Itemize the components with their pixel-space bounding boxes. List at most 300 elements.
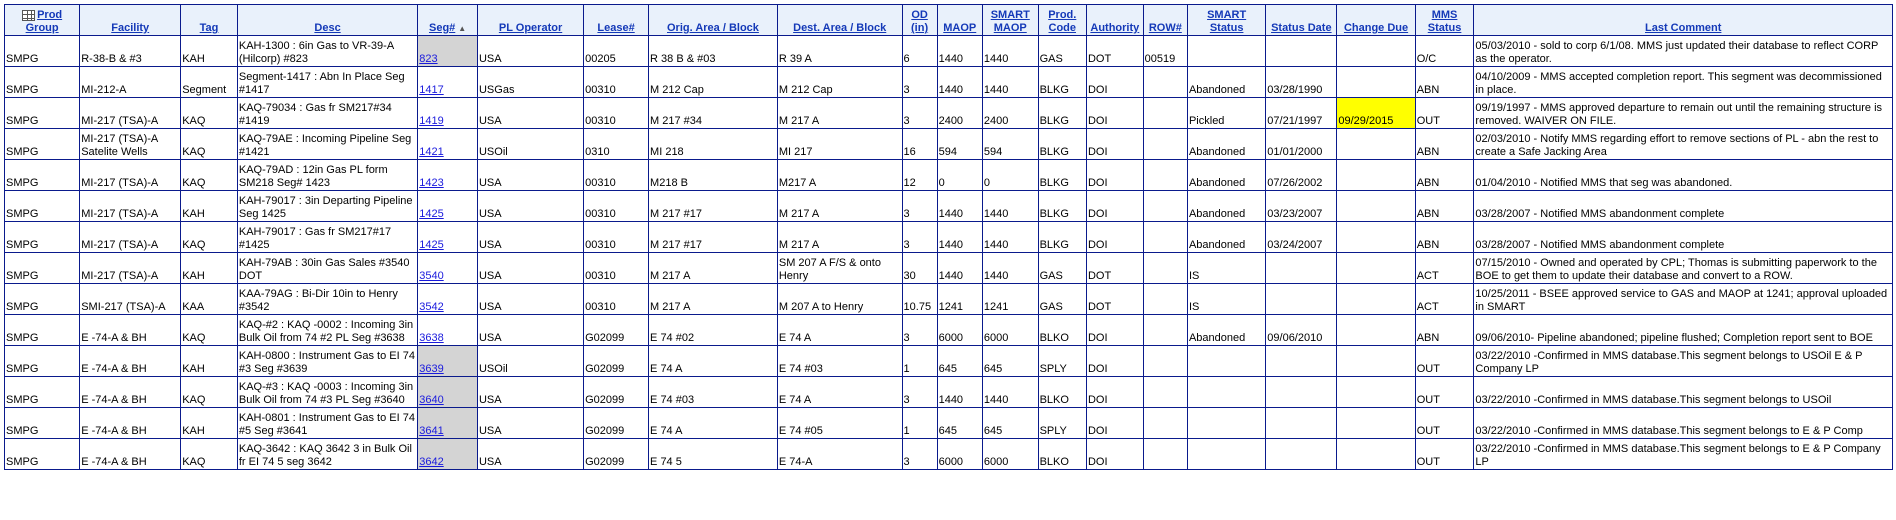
cell-authority: DOI	[1086, 129, 1143, 160]
cell-od: 12	[902, 160, 937, 191]
cell-change-due	[1337, 346, 1415, 377]
table-row[interactable]	[5, 284, 1893, 315]
cell-status-date	[1266, 284, 1337, 315]
cell-tag: Segment	[181, 67, 238, 98]
column-header-label: Desc	[314, 22, 341, 34]
cell-smart-maop: 645	[982, 346, 1038, 377]
cell-authority: DOI	[1086, 408, 1143, 439]
cell-smart-status: Abandoned	[1187, 160, 1265, 191]
cell-pl-operator: USA	[477, 98, 583, 129]
cell-status-date	[1266, 408, 1337, 439]
cell-od: 3	[902, 191, 937, 222]
cell-lease: 00310	[584, 284, 649, 315]
cell-mms-status: ABN	[1415, 191, 1474, 222]
cell-orig: M 217 A	[649, 284, 778, 315]
cell-od: 6	[902, 36, 937, 67]
cell-prod-code: BLKG	[1038, 222, 1086, 253]
column-header-prod-code[interactable]	[1038, 5, 1086, 36]
cell-row	[1143, 315, 1187, 346]
cell-mms-status: OUT	[1415, 408, 1474, 439]
cell-maop: 1440	[937, 253, 982, 284]
cell-row	[1143, 191, 1187, 222]
cell-seg	[418, 67, 478, 98]
cell-smart-status	[1187, 36, 1265, 67]
cell-status-date	[1266, 377, 1337, 408]
column-header-label: ROW#	[1148, 22, 1182, 34]
column-header-change-due[interactable]	[1337, 5, 1415, 36]
cell-smart-maop: 1440	[982, 36, 1038, 67]
column-header-label: SMART MAOP	[990, 9, 1030, 34]
cell-orig: E 74 5	[649, 439, 778, 470]
segment-link[interactable]: 1419	[419, 115, 444, 127]
cell-facility: R-38-B & #3	[80, 36, 181, 67]
cell-last-comment: 03/28/2007 - Notified MMS abandonment complete	[1474, 222, 1893, 253]
cell-status-date: 03/28/1990	[1266, 67, 1337, 98]
cell-maop: 594	[937, 129, 982, 160]
cell-facility: MI-217 (TSA)-A	[80, 160, 181, 191]
cell-prod-code: BLKG	[1038, 67, 1086, 98]
segment-link[interactable]: 1421	[419, 146, 444, 158]
cell-prod-group: SMPG	[5, 129, 80, 160]
column-header-label: Last Comment	[1645, 22, 1722, 34]
cell-pl-operator: USA	[477, 191, 583, 222]
cell-desc: KAQ-79AD : 12in Gas PL form SM218 Seg# 1423	[237, 160, 417, 191]
cell-row	[1143, 253, 1187, 284]
cell-od: 10.75	[902, 284, 937, 315]
cell-maop: 1440	[937, 191, 982, 222]
cell-desc: KAQ-#3 : KAQ -0003 : Incoming 3in Bulk Oil from 74 #3 PL Seg #3640	[237, 377, 417, 408]
cell-status-date: 07/21/1997	[1266, 98, 1337, 129]
cell-seg	[418, 346, 478, 377]
cell-facility: MI-217 (TSA)-A	[80, 191, 181, 222]
cell-desc: Segment-1417 : Abn In Place Seg #1417	[237, 67, 417, 98]
cell-maop: 645	[937, 408, 982, 439]
cell-orig: M218 B	[649, 160, 778, 191]
cell-smart-status	[1187, 408, 1265, 439]
cell-mms-status: ABN	[1415, 315, 1474, 346]
cell-pl-operator: USA	[477, 222, 583, 253]
cell-status-date	[1266, 439, 1337, 470]
cell-status-date: 01/01/2000	[1266, 129, 1337, 160]
cell-change-due: 09/29/2015	[1337, 98, 1415, 129]
segment-link[interactable]: 3638	[419, 332, 444, 344]
cell-pl-operator: USOil	[477, 129, 583, 160]
cell-maop: 1440	[937, 36, 982, 67]
cell-status-date	[1266, 36, 1337, 67]
column-header-desc[interactable]	[237, 5, 417, 36]
segment-link[interactable]: 1417	[419, 84, 444, 96]
cell-od: 3	[902, 315, 937, 346]
cell-prod-code: SPLY	[1038, 346, 1086, 377]
cell-seg	[418, 315, 478, 346]
cell-desc: KAQ-79AE : Incoming Pipeline Seg #1421	[237, 129, 417, 160]
cell-prod-group: SMPG	[5, 67, 80, 98]
cell-mms-status: O/C	[1415, 36, 1474, 67]
cell-dest: M 207 A to Henry	[777, 284, 902, 315]
column-header-tag[interactable]	[181, 5, 238, 36]
cell-smart-maop: 6000	[982, 439, 1038, 470]
column-header-od[interactable]	[902, 5, 937, 36]
cell-smart-status: Pickled	[1187, 98, 1265, 129]
cell-mms-status: OUT	[1415, 98, 1474, 129]
cell-dest: M 217 A	[777, 191, 902, 222]
cell-last-comment: 09/19/1997 - MMS approved departure to remain out until the remaining structure is removed. WAIVER ON FILE.	[1474, 98, 1893, 129]
cell-seg	[418, 129, 478, 160]
cell-authority: DOI	[1086, 67, 1143, 98]
column-header-row[interactable]	[1143, 5, 1187, 36]
cell-last-comment: 03/22/2010 -Confirmed in MMS database.This segment belongs to USOil E & P Company LP	[1474, 346, 1893, 377]
segment-link[interactable]: 3639	[419, 363, 444, 375]
cell-dest: E 74-A	[777, 439, 902, 470]
cell-last-comment: 09/06/2010- Pipeline abandoned; pipeline flushed; Completion report sent to BOE	[1474, 315, 1893, 346]
cell-tag: KAQ	[181, 160, 238, 191]
cell-smart-status	[1187, 439, 1265, 470]
cell-last-comment: 02/03/2010 - Notify MMS regarding effort to remove sections of PL - abn the rest to create a Safe Jacking Area	[1474, 129, 1893, 160]
table-row[interactable]	[5, 408, 1893, 439]
cell-tag: KAQ	[181, 129, 238, 160]
cell-status-date: 09/06/2010	[1266, 315, 1337, 346]
cell-mms-status: ACT	[1415, 253, 1474, 284]
column-header-label: Status Date	[1271, 22, 1332, 34]
cell-change-due	[1337, 36, 1415, 67]
cell-change-due	[1337, 408, 1415, 439]
cell-mms-status: ABN	[1415, 222, 1474, 253]
cell-smart-maop: 1241	[982, 284, 1038, 315]
cell-lease: 00310	[584, 222, 649, 253]
cell-prod-group: SMPG	[5, 191, 80, 222]
cell-od: 1	[902, 408, 937, 439]
cell-tag: KAH	[181, 346, 238, 377]
cell-seg	[418, 253, 478, 284]
cell-tag: KAH	[181, 253, 238, 284]
cell-lease: G02099	[584, 439, 649, 470]
table-row[interactable]	[5, 98, 1893, 129]
column-header-smart-maop[interactable]	[982, 5, 1038, 36]
cell-smart-status	[1187, 377, 1265, 408]
cell-dest: E 74 #05	[777, 408, 902, 439]
cell-desc: KAH-79017 : 3in Departing Pipeline Seg 1425	[237, 191, 417, 222]
cell-maop: 0	[937, 160, 982, 191]
cell-maop: 1440	[937, 222, 982, 253]
cell-lease: 00310	[584, 160, 649, 191]
cell-change-due	[1337, 315, 1415, 346]
cell-mms-status: ABN	[1415, 160, 1474, 191]
cell-lease: 00205	[584, 36, 649, 67]
cell-last-comment: 07/15/2010 - Owned and operated by CPL; Thomas is submitting paperwork to the BOE to get them to update their database and convert to a ROW.	[1474, 253, 1893, 284]
cell-mms-status: ACT	[1415, 284, 1474, 315]
cell-od: 1	[902, 346, 937, 377]
column-header-dest[interactable]	[777, 5, 902, 36]
cell-last-comment: 10/25/2011 - BSEE approved service to GAS and MAOP at 1241; approval uploaded in SMART	[1474, 284, 1893, 315]
cell-pl-operator: USGas	[477, 67, 583, 98]
cell-maop: 2400	[937, 98, 982, 129]
cell-row: 00519	[1143, 36, 1187, 67]
column-header-label: Seg#	[428, 22, 456, 34]
cell-row	[1143, 284, 1187, 315]
segment-link[interactable]: 1423	[419, 177, 444, 189]
cell-facility: E -74-A & BH	[80, 346, 181, 377]
cell-smart-maop: 1440	[982, 191, 1038, 222]
column-header-prod-group[interactable]	[5, 5, 80, 36]
segment-link[interactable]: 1425	[419, 208, 444, 220]
cell-change-due	[1337, 377, 1415, 408]
cell-smart-maop: 1440	[982, 222, 1038, 253]
cell-prod-group: SMPG	[5, 284, 80, 315]
cell-lease: G02099	[584, 408, 649, 439]
table-row[interactable]	[5, 377, 1893, 408]
cell-prod-code: SPLY	[1038, 408, 1086, 439]
cell-prod-group: SMPG	[5, 160, 80, 191]
cell-od: 3	[902, 439, 937, 470]
cell-orig: M 217 #17	[649, 191, 778, 222]
cell-facility: MI-212-A	[80, 67, 181, 98]
cell-tag: KAA	[181, 284, 238, 315]
table-row[interactable]	[5, 315, 1893, 346]
cell-row	[1143, 160, 1187, 191]
cell-desc: KAQ-#2 : KAQ -0002 : Incoming 3in Bulk Oil from 74 #2 PL Seg #3638	[237, 315, 417, 346]
cell-prod-group: SMPG	[5, 222, 80, 253]
cell-smart-status: IS	[1187, 253, 1265, 284]
segment-link[interactable]: 823	[419, 53, 438, 65]
cell-seg	[418, 222, 478, 253]
cell-seg	[418, 377, 478, 408]
cell-last-comment: 04/10/2009 - MMS accepted completion report. This segment was decommissioned in place.	[1474, 67, 1893, 98]
cell-last-comment: 03/22/2010 -Confirmed in MMS database.This segment belongs to E & P Company LP	[1474, 439, 1893, 470]
sort-ascending-icon[interactable]: ▲	[458, 24, 467, 33]
column-header-maop[interactable]	[937, 5, 982, 36]
cell-prod-code: BLKG	[1038, 129, 1086, 160]
cell-orig: MI 218	[649, 129, 778, 160]
cell-facility: MI-217 (TSA)-A	[80, 98, 181, 129]
cell-smart-maop: 1440	[982, 377, 1038, 408]
cell-change-due	[1337, 129, 1415, 160]
cell-smart-status: Abandoned	[1187, 315, 1265, 346]
cell-desc: KAQ-3642 : KAQ 3642 3 in Bulk Oil fr EI 74 5 seg 3642	[237, 439, 417, 470]
cell-tag: KAH	[181, 191, 238, 222]
segment-link[interactable]: 3542	[419, 301, 444, 313]
cell-seg	[418, 191, 478, 222]
cell-desc: KAH-0800 : Instrument Gas to EI 74 #3 Seg #3639	[237, 346, 417, 377]
cell-pl-operator: USOil	[477, 346, 583, 377]
table-row[interactable]	[5, 67, 1893, 98]
cell-pl-operator: USA	[477, 36, 583, 67]
segment-link[interactable]: 3540	[419, 270, 444, 282]
cell-prod-group: SMPG	[5, 408, 80, 439]
cell-prod-code: BLKG	[1038, 98, 1086, 129]
column-header-status-date[interactable]	[1266, 5, 1337, 36]
cell-seg	[418, 160, 478, 191]
cell-row	[1143, 408, 1187, 439]
cell-od: 30	[902, 253, 937, 284]
cell-smart-maop: 6000	[982, 315, 1038, 346]
cell-lease: 00310	[584, 253, 649, 284]
cell-dest: E 74 A	[777, 315, 902, 346]
column-header-label: Orig. Area / Block	[667, 22, 759, 34]
column-header-label: Dest. Area / Block	[793, 22, 887, 34]
column-header-label: Authority	[1090, 22, 1140, 34]
cell-last-comment: 03/22/2010 -Confirmed in MMS database.This segment belongs to USOil	[1474, 377, 1893, 408]
cell-maop: 645	[937, 346, 982, 377]
cell-desc: KAH-0801 : Instrument Gas to EI 74 #5 Seg #3641	[237, 408, 417, 439]
cell-authority: DOI	[1086, 439, 1143, 470]
segment-link[interactable]: 1425	[419, 239, 444, 251]
column-header-seg[interactable]	[418, 5, 478, 36]
table-body	[5, 36, 1893, 470]
cell-prod-group: SMPG	[5, 315, 80, 346]
cell-authority: DOI	[1086, 222, 1143, 253]
table-row[interactable]	[5, 160, 1893, 191]
cell-prod-code: BLKG	[1038, 191, 1086, 222]
cell-mms-status: OUT	[1415, 346, 1474, 377]
cell-prod-group: SMPG	[5, 377, 80, 408]
column-header-label: Facility	[111, 22, 150, 34]
cell-prod-code: GAS	[1038, 253, 1086, 284]
pipeline-segments-table	[4, 4, 1893, 470]
cell-change-due	[1337, 160, 1415, 191]
cell-status-date: 07/26/2002	[1266, 160, 1337, 191]
cell-orig: M 212 Cap	[649, 67, 778, 98]
cell-tag: KAQ	[181, 439, 238, 470]
table-row[interactable]	[5, 439, 1893, 470]
cell-last-comment: 03/28/2007 - Notified MMS abandonment complete	[1474, 191, 1893, 222]
cell-prod-group: SMPG	[5, 346, 80, 377]
cell-authority: DOI	[1086, 346, 1143, 377]
cell-authority: DOT	[1086, 36, 1143, 67]
cell-pl-operator: USA	[477, 160, 583, 191]
cell-smart-maop: 1440	[982, 67, 1038, 98]
cell-smart-maop: 1440	[982, 253, 1038, 284]
cell-prod-code: BLKO	[1038, 315, 1086, 346]
cell-lease: G02099	[584, 346, 649, 377]
table-row[interactable]	[5, 253, 1893, 284]
cell-orig: E 74 #03	[649, 377, 778, 408]
cell-facility: MI-217 (TSA)-A	[80, 253, 181, 284]
cell-authority: DOT	[1086, 284, 1143, 315]
cell-last-comment: 01/04/2010 - Notified MMS that seg was abandoned.	[1474, 160, 1893, 191]
cell-mms-status: ABN	[1415, 67, 1474, 98]
cell-maop: 6000	[937, 439, 982, 470]
cell-prod-code: GAS	[1038, 284, 1086, 315]
cell-status-date	[1266, 253, 1337, 284]
cell-orig: M 217 A	[649, 253, 778, 284]
cell-dest: M 217 A	[777, 98, 902, 129]
cell-lease: G02099	[584, 315, 649, 346]
cell-mms-status: ABN	[1415, 129, 1474, 160]
cell-prod-code: BLKO	[1038, 439, 1086, 470]
cell-dest: E 74 #03	[777, 346, 902, 377]
table-row[interactable]	[5, 129, 1893, 160]
column-header-facility[interactable]	[80, 5, 181, 36]
cell-dest: M 212 Cap	[777, 67, 902, 98]
grid-menu-icon[interactable]	[22, 10, 35, 21]
cell-smart-status	[1187, 346, 1265, 377]
cell-orig: M 217 #34	[649, 98, 778, 129]
cell-pl-operator: USA	[477, 408, 583, 439]
cell-change-due	[1337, 67, 1415, 98]
cell-desc: KAH-1300 : 6in Gas to VR-39-A (Hilcorp) #823	[237, 36, 417, 67]
column-header-label: PL Operator	[498, 22, 563, 34]
cell-dest: M 217 A	[777, 222, 902, 253]
column-header-label: Prod Group	[25, 9, 63, 34]
cell-desc: KAA-79AG : Bi-Dir 10in to Henry #3542	[237, 284, 417, 315]
column-header-last-comment[interactable]	[1474, 5, 1893, 36]
table-row[interactable]	[5, 36, 1893, 67]
cell-desc: KAH-79AB : 30in Gas Sales #3540 DOT	[237, 253, 417, 284]
table-row[interactable]	[5, 191, 1893, 222]
cell-smart-status: Abandoned	[1187, 191, 1265, 222]
column-header-orig[interactable]	[649, 5, 778, 36]
column-header-smart-status[interactable]	[1187, 5, 1265, 36]
cell-authority: DOI	[1086, 315, 1143, 346]
cell-seg	[418, 408, 478, 439]
cell-pl-operator: USA	[477, 439, 583, 470]
column-header-label: MMS Status	[1427, 9, 1462, 34]
cell-change-due	[1337, 253, 1415, 284]
cell-row	[1143, 439, 1187, 470]
cell-dest: SM 207 A F/S & onto Henry	[777, 253, 902, 284]
cell-smart-status: Abandoned	[1187, 129, 1265, 160]
segment-link[interactable]: 3640	[419, 394, 444, 406]
table-row[interactable]	[5, 346, 1893, 377]
cell-seg	[418, 284, 478, 315]
cell-tag: KAH	[181, 36, 238, 67]
cell-lease: 00310	[584, 67, 649, 98]
cell-mms-status: OUT	[1415, 439, 1474, 470]
cell-mms-status: OUT	[1415, 377, 1474, 408]
cell-prod-group: SMPG	[5, 253, 80, 284]
table-row[interactable]	[5, 222, 1893, 253]
column-header-lease[interactable]	[584, 5, 649, 36]
cell-row	[1143, 222, 1187, 253]
cell-change-due	[1337, 439, 1415, 470]
cell-pl-operator: USA	[477, 284, 583, 315]
header-row	[5, 5, 1893, 36]
cell-od: 3	[902, 98, 937, 129]
cell-lease: 0310	[584, 129, 649, 160]
segment-link[interactable]: 3642	[419, 456, 444, 468]
segment-link[interactable]: 3641	[419, 425, 444, 437]
cell-smart-maop: 2400	[982, 98, 1038, 129]
cell-smart-status: Abandoned	[1187, 222, 1265, 253]
cell-dest: M217 A	[777, 160, 902, 191]
cell-smart-maop: 0	[982, 160, 1038, 191]
cell-orig: E 74 A	[649, 408, 778, 439]
column-header-label: MAOP	[943, 22, 977, 34]
cell-facility: E -74-A & BH	[80, 315, 181, 346]
cell-facility: SMI-217 (TSA)-A	[80, 284, 181, 315]
cell-dest: E 74 A	[777, 377, 902, 408]
cell-tag: KAQ	[181, 315, 238, 346]
cell-facility: MI-217 (TSA)-A Satelite Wells	[80, 129, 181, 160]
cell-prod-code: BLKG	[1038, 160, 1086, 191]
cell-tag: KAQ	[181, 377, 238, 408]
column-header-label: Change Due	[1343, 22, 1409, 34]
column-header-pl-operator[interactable]	[477, 5, 583, 36]
cell-orig: E 74 A	[649, 346, 778, 377]
cell-seg	[418, 439, 478, 470]
cell-od: 3	[902, 222, 937, 253]
cell-last-comment: 05/03/2010 - sold to corp 6/1/08. MMS just updated their database to reflect CORP as the operator.	[1474, 36, 1893, 67]
column-header-label: Tag	[199, 22, 219, 34]
cell-od: 3	[902, 377, 937, 408]
cell-prod-code: GAS	[1038, 36, 1086, 67]
column-header-label: Prod. Code	[1048, 9, 1077, 34]
column-header-authority[interactable]	[1086, 5, 1143, 36]
cell-smart-status: Abandoned	[1187, 67, 1265, 98]
cell-tag: KAQ	[181, 98, 238, 129]
cell-lease: G02099	[584, 377, 649, 408]
column-header-mms-status[interactable]	[1415, 5, 1474, 36]
